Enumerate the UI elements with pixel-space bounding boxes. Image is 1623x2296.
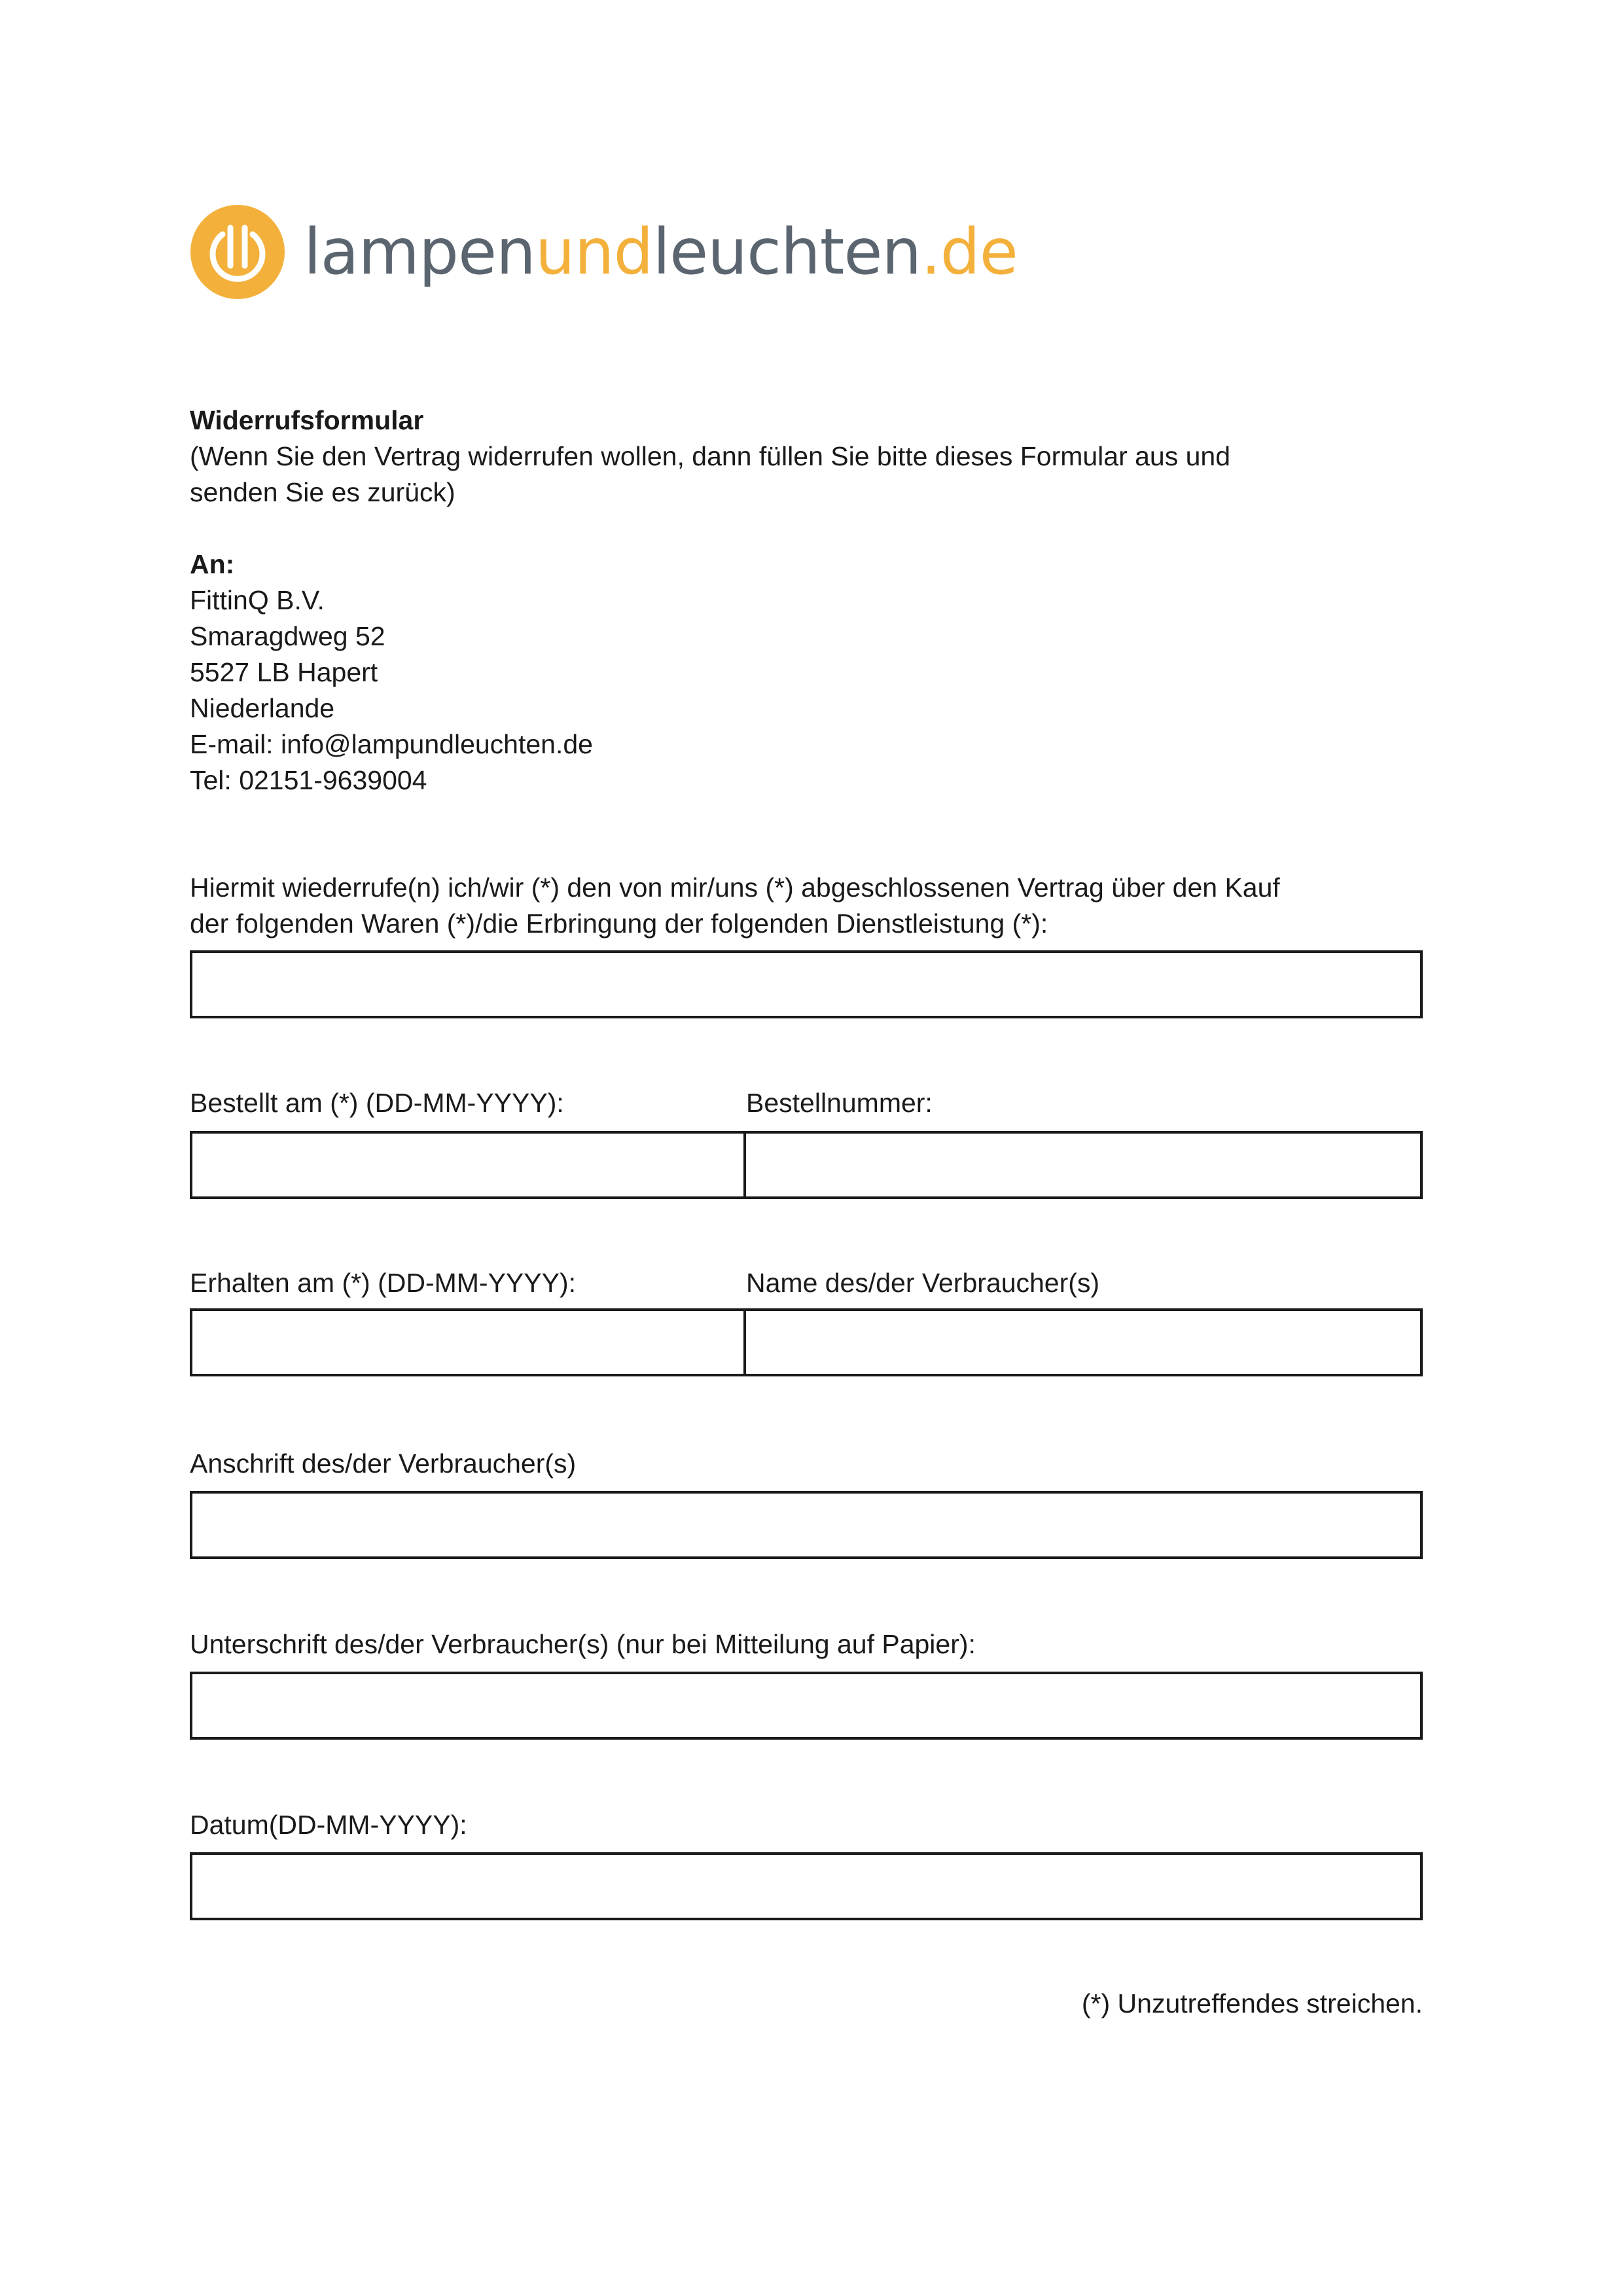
date-field[interactable] — [190, 1852, 1423, 1920]
statement-line-1: Hiermit wiederrufe(n) ich/wir (*) den von mir/uns (*) abgeschlossenen Vertrag über den Kauf — [190, 872, 1280, 903]
ordered-on-label: Bestellt am (*) (DD-MM-YYYY): — [190, 1088, 564, 1118]
lamp-power-logo-icon — [188, 203, 287, 301]
brand-logo — [188, 203, 1018, 301]
brand-wordmark-tld: .de — [921, 215, 1018, 289]
form-intro-line-1: (Wenn Sie den Vertrag widerrufen wollen, dann füllen Sie bitte dieses Formular aus und — [190, 441, 1231, 471]
signature-field[interactable] — [190, 1672, 1423, 1740]
recipient-label: An: — [190, 549, 235, 579]
goods-services-field[interactable] — [190, 950, 1423, 1018]
consumer-name-field[interactable] — [746, 1308, 1423, 1376]
signature-label: Unterschrift des/der Verbraucher(s) (nur bei Mitteilung auf Papier): — [190, 1629, 976, 1659]
form-intro-line-2: senden Sie es zurück) — [190, 477, 455, 507]
brand-wordmark-und: und — [535, 215, 653, 289]
recipient-street: Smaragdweg 52 — [190, 621, 385, 651]
received-on-field[interactable] — [190, 1308, 743, 1376]
brand-wordmark — [304, 203, 1018, 301]
consumer-name-label: Name des/der Verbraucher(s) — [746, 1268, 1100, 1298]
recipient-country: Niederlande — [190, 693, 335, 723]
recipient-city: 5527 LB Hapert — [190, 657, 378, 687]
brand-wordmark-leuchten: leuchten — [652, 215, 921, 289]
recipient-email: E-mail: info@lampundleuchten.de — [190, 729, 593, 759]
recipient-phone: Tel: 02151-9639004 — [190, 765, 427, 795]
field-divider — [743, 1131, 746, 1199]
statement-line-2: der folgenden Waren (*)/die Erbringung der folgenden Dienstleistung (*): — [190, 908, 1048, 939]
footnote: (*) Unzutreffendes streichen. — [1081, 1988, 1423, 2018]
field-divider — [743, 1308, 746, 1376]
recipient-company: FittinQ B.V. — [190, 585, 325, 615]
received-on-label: Erhalten am (*) (DD-MM-YYYY): — [190, 1268, 577, 1298]
order-number-field[interactable] — [746, 1131, 1423, 1199]
ordered-on-field[interactable] — [190, 1131, 743, 1199]
brand-wordmark-lampen: lampen — [304, 215, 535, 289]
date-label: Datum(DD-MM-YYYY): — [190, 1810, 467, 1840]
consumer-address-field[interactable] — [190, 1491, 1423, 1559]
consumer-address-label: Anschrift des/der Verbraucher(s) — [190, 1448, 577, 1479]
form-title: Widerrufsformular — [190, 405, 424, 435]
order-number-label: Bestellnummer: — [746, 1088, 933, 1118]
